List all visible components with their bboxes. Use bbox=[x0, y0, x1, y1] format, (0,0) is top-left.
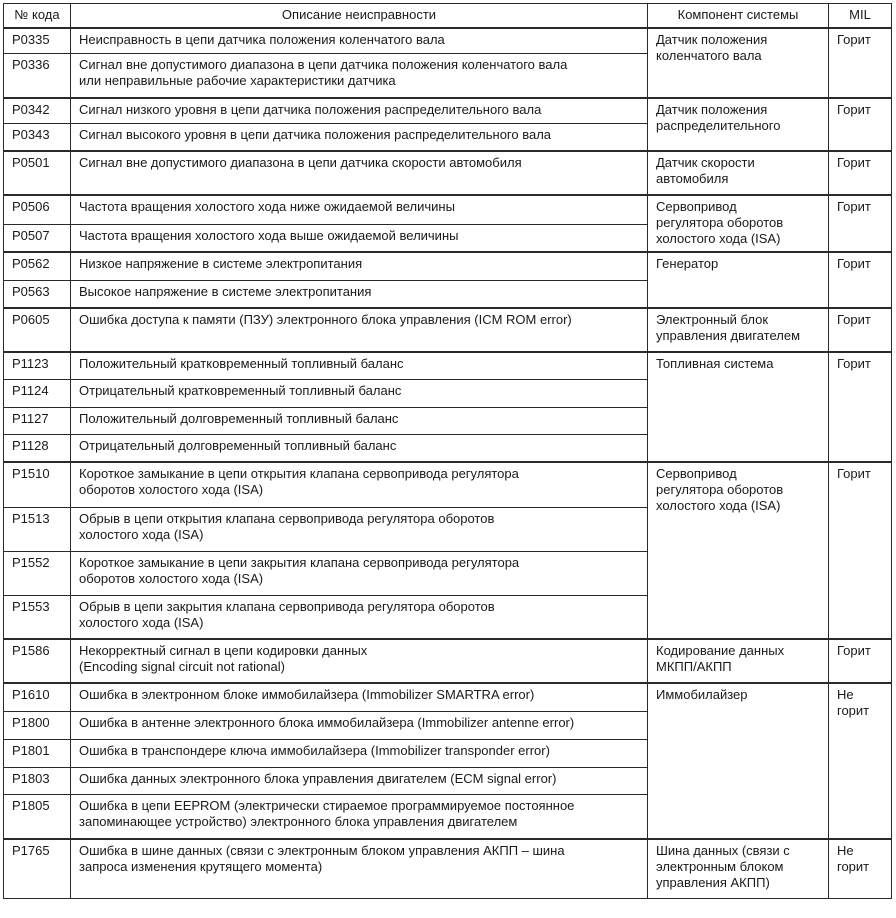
fault-description: Ошибка в транспондере ключа иммобилайзера (Immobilizer transponder error) bbox=[71, 739, 648, 767]
fault-code: P0605 bbox=[4, 308, 71, 352]
mil-status: Горит bbox=[829, 195, 892, 252]
table-row bbox=[4, 639, 892, 683]
fault-description: Ошибка в шине данных (связи с электронным блоком управления АКПП – шина запроса изменения крутящего момента) bbox=[71, 839, 648, 898]
system-component: Датчик положения коленчатого вала bbox=[648, 28, 829, 98]
system-component: Сервопривод регулятора оборотов холостого хода (ISA) bbox=[648, 195, 829, 252]
header-code: № кода bbox=[4, 4, 71, 29]
fault-description: Положительный долговременный топливный баланс bbox=[71, 407, 648, 434]
fault-description: Короткое замыкание в цепи открытия клапана сервопривода регулятора оборотов холостого хода (ISA) bbox=[71, 462, 648, 507]
fault-description: Неисправность в цепи датчика положения коленчатого вала bbox=[71, 28, 648, 53]
fault-code: P1127 bbox=[4, 407, 71, 434]
fault-description: Частота вращения холостого хода ниже ожидаемой величины bbox=[71, 195, 648, 224]
fault-code: P1586 bbox=[4, 639, 71, 683]
fault-description: Сигнал вне допустимого диапазона в цепи датчика скорости автомобиля bbox=[71, 151, 648, 195]
fault-code: P0343 bbox=[4, 123, 71, 151]
header-description: Описание неисправности bbox=[71, 4, 648, 29]
mil-status: Горит bbox=[829, 28, 892, 98]
fault-code: P1800 bbox=[4, 711, 71, 739]
system-component: Генератор bbox=[648, 252, 829, 308]
fault-code: P0501 bbox=[4, 151, 71, 195]
mil-status: Не горит bbox=[829, 839, 892, 898]
fault-description: Некорректный сигнал в цепи кодировки данных (Encoding signal circuit not rational) bbox=[71, 639, 648, 683]
fault-description: Ошибка в антенне электронного блока иммобилайзера (Immobilizer antenne error) bbox=[71, 711, 648, 739]
fault-code: P0335 bbox=[4, 28, 71, 53]
fault-description: Ошибка доступа к памяти (ПЗУ) электронного блока управления (ICM ROM error) bbox=[71, 308, 648, 352]
fault-description: Ошибка данных электронного блока управления двигателем (ECM signal error) bbox=[71, 767, 648, 794]
fault-code: P1513 bbox=[4, 507, 71, 551]
fault-description: Ошибка в цепи EEPROM (электрически стираемое программируемое постоянное запоминающее устройство) электронного блока управления двигателем bbox=[71, 794, 648, 839]
fault-code: P1553 bbox=[4, 595, 71, 639]
system-component: Сервопривод регулятора оборотов холостого хода (ISA) bbox=[648, 462, 829, 639]
fault-description: Ошибка в электронном блоке иммобилайзера (Immobilizer SMARTRA error) bbox=[71, 683, 648, 711]
fault-description: Положительный кратковременный топливный баланс bbox=[71, 352, 648, 379]
fault-description: Обрыв в цепи закрытия клапана сервопривода регулятора оборотов холостого хода (ISA) bbox=[71, 595, 648, 639]
header-mil: MIL bbox=[829, 4, 892, 29]
fault-code: P0336 bbox=[4, 53, 71, 98]
system-component: Иммобилайзер bbox=[648, 683, 829, 839]
mil-status: Горит bbox=[829, 98, 892, 151]
system-component: Электронный блок управления двигателем bbox=[648, 308, 829, 352]
mil-status: Горит bbox=[829, 151, 892, 195]
table-row bbox=[4, 462, 892, 507]
fault-code: P1801 bbox=[4, 739, 71, 767]
fault-code: P1805 bbox=[4, 794, 71, 839]
fault-code: P0506 bbox=[4, 195, 71, 224]
system-component: Кодирование данных МКПП/АКПП bbox=[648, 639, 829, 683]
fault-code: P0563 bbox=[4, 280, 71, 308]
mil-status: Горит bbox=[829, 252, 892, 308]
fault-code-table bbox=[3, 3, 892, 899]
fault-code: P1124 bbox=[4, 379, 71, 407]
table-row bbox=[4, 151, 892, 195]
fault-description: Частота вращения холостого хода выше ожидаемой величины bbox=[71, 224, 648, 252]
fault-description: Отрицательный долговременный топливный баланс bbox=[71, 434, 648, 462]
table-row bbox=[4, 352, 892, 379]
table-body bbox=[4, 28, 892, 898]
fault-code: P1510 bbox=[4, 462, 71, 507]
fault-description: Короткое замыкание в цепи закрытия клапана сервопривода регулятора оборотов холостого хода (ISA) bbox=[71, 551, 648, 595]
system-component: Датчик скорости автомобиля bbox=[648, 151, 829, 195]
table-row bbox=[4, 28, 892, 53]
system-component: Шина данных (связи с электронным блоком управления АКПП) bbox=[648, 839, 829, 898]
fault-code: P1765 bbox=[4, 839, 71, 898]
fault-description: Отрицательный кратковременный топливный баланс bbox=[71, 379, 648, 407]
fault-code: P0562 bbox=[4, 252, 71, 280]
header-component: Компонент системы bbox=[648, 4, 829, 29]
mil-status: Горит bbox=[829, 308, 892, 352]
fault-code: P0507 bbox=[4, 224, 71, 252]
mil-status: Горит bbox=[829, 352, 892, 462]
fault-code: P1128 bbox=[4, 434, 71, 462]
fault-description: Сигнал вне допустимого диапазона в цепи датчика положения коленчатого вала или неправильные рабочие характеристики датчика bbox=[71, 53, 648, 98]
fault-description: Сигнал высокого уровня в цепи датчика положения распределительного вала bbox=[71, 123, 648, 151]
table-row bbox=[4, 98, 892, 123]
fault-code: P1552 bbox=[4, 551, 71, 595]
fault-description: Сигнал низкого уровня в цепи датчика положения распределительного вала bbox=[71, 98, 648, 123]
table-row bbox=[4, 839, 892, 898]
table-row bbox=[4, 195, 892, 224]
system-component: Топливная система bbox=[648, 352, 829, 462]
table-row bbox=[4, 308, 892, 352]
table-row bbox=[4, 252, 892, 280]
fault-code: P1123 bbox=[4, 352, 71, 379]
fault-code: P1610 bbox=[4, 683, 71, 711]
fault-description: Обрыв в цепи открытия клапана сервопривода регулятора оборотов холостого хода (ISA) bbox=[71, 507, 648, 551]
fault-description: Низкое напряжение в системе электропитания bbox=[71, 252, 648, 280]
mil-status: Не горит bbox=[829, 683, 892, 839]
fault-description: Высокое напряжение в системе электропитания bbox=[71, 280, 648, 308]
system-component: Датчик положения распределительного bbox=[648, 98, 829, 151]
mil-status: Горит bbox=[829, 639, 892, 683]
table-row bbox=[4, 683, 892, 711]
fault-code: P1803 bbox=[4, 767, 71, 794]
table-header-row bbox=[4, 4, 892, 29]
fault-code: P0342 bbox=[4, 98, 71, 123]
mil-status: Горит bbox=[829, 462, 892, 639]
